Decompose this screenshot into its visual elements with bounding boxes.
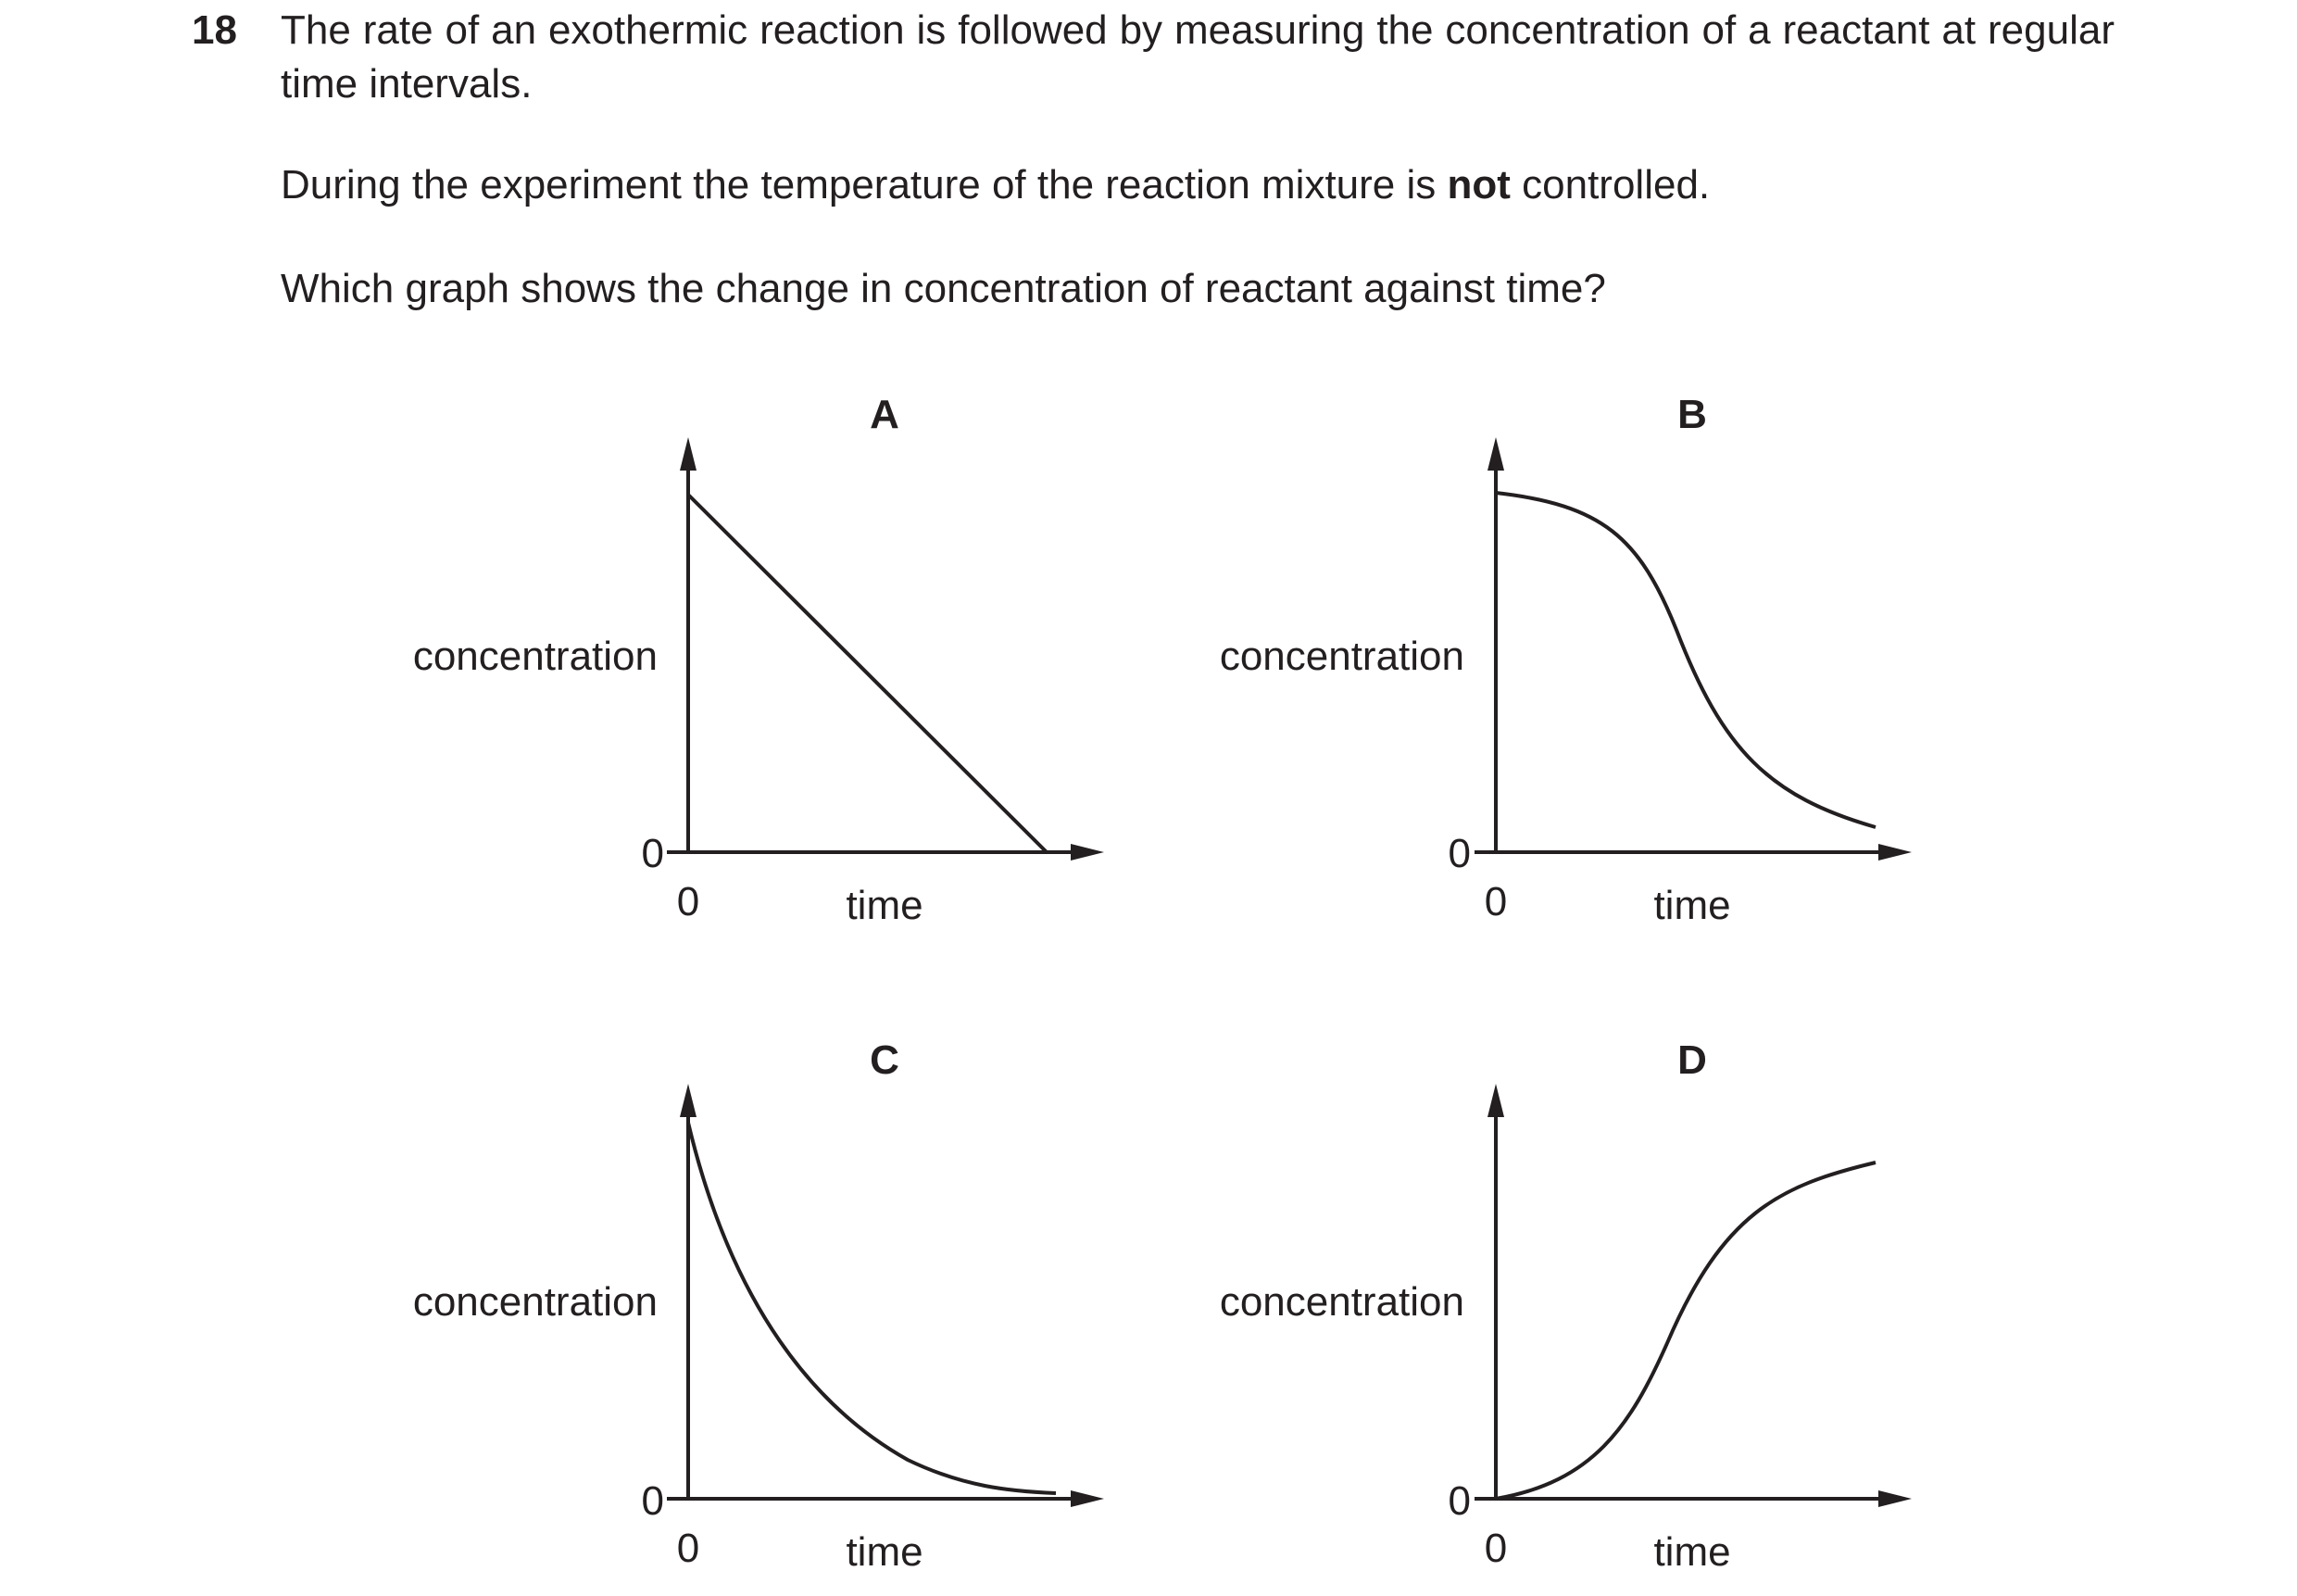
graph-xlabel: time (1653, 883, 1731, 928)
graph-letter: C (870, 1037, 899, 1083)
x-axis-arrow-icon (1878, 844, 1912, 861)
graph-ylabel: concentration (412, 634, 658, 679)
graph-option-a (413, 392, 1104, 928)
question-stem-line1: The rate of an exothermic reaction is followed by measuring the concentration of a reactant at regular time intervals. (281, 7, 2115, 107)
question-number: 18 (192, 7, 237, 53)
y-axis-arrow-icon (1487, 1084, 1504, 1117)
graph-origin-y-label: 0 (1448, 1478, 1471, 1524)
concentration-curve (1496, 493, 1876, 827)
y-axis-arrow-icon (1487, 437, 1504, 471)
graph-origin-x-label: 0 (676, 1526, 700, 1571)
graph-origin-y-label: 0 (641, 1478, 664, 1524)
graph-ylabel: concentration (1219, 634, 1464, 679)
y-axis-arrow-icon (680, 1084, 697, 1117)
concentration-curve (688, 495, 1047, 852)
concentration-curve (688, 1123, 1056, 1493)
graph-ylabel: concentration (412, 1279, 658, 1325)
graph-origin-x-label: 0 (676, 879, 700, 924)
graph-option-d (1220, 1037, 1912, 1575)
graph-letter: B (1677, 392, 1707, 437)
concentration-curve (1496, 1162, 1876, 1499)
graph-ylabel: concentration (1219, 1279, 1464, 1325)
x-axis-arrow-icon (1071, 1490, 1104, 1507)
x-axis-arrow-icon (1071, 844, 1104, 861)
graph-option-c (413, 1037, 1104, 1575)
graph-letter: D (1677, 1037, 1707, 1083)
graph-xlabel: time (1653, 1529, 1731, 1575)
y-axis-arrow-icon (680, 437, 697, 471)
graph-origin-x-label: 0 (1484, 1526, 1508, 1571)
graph-xlabel: time (846, 1529, 923, 1575)
question-prompt: Which graph shows the change in concentration of reactant against time? (281, 266, 1606, 311)
x-axis-arrow-icon (1878, 1490, 1912, 1507)
graph-xlabel: time (846, 883, 923, 928)
graph-option-b (1220, 392, 1912, 928)
stem-line2-before: During the experiment the temperature of the reaction mixture is (281, 162, 1448, 207)
graph-origin-x-label: 0 (1484, 879, 1508, 924)
stem-line2-bold: not (1447, 162, 1511, 207)
graph-origin-y-label: 0 (641, 831, 664, 876)
stem-line2-after: controlled. (1510, 162, 1711, 207)
graph-origin-y-label: 0 (1448, 831, 1471, 876)
graph-letter: A (870, 392, 899, 437)
